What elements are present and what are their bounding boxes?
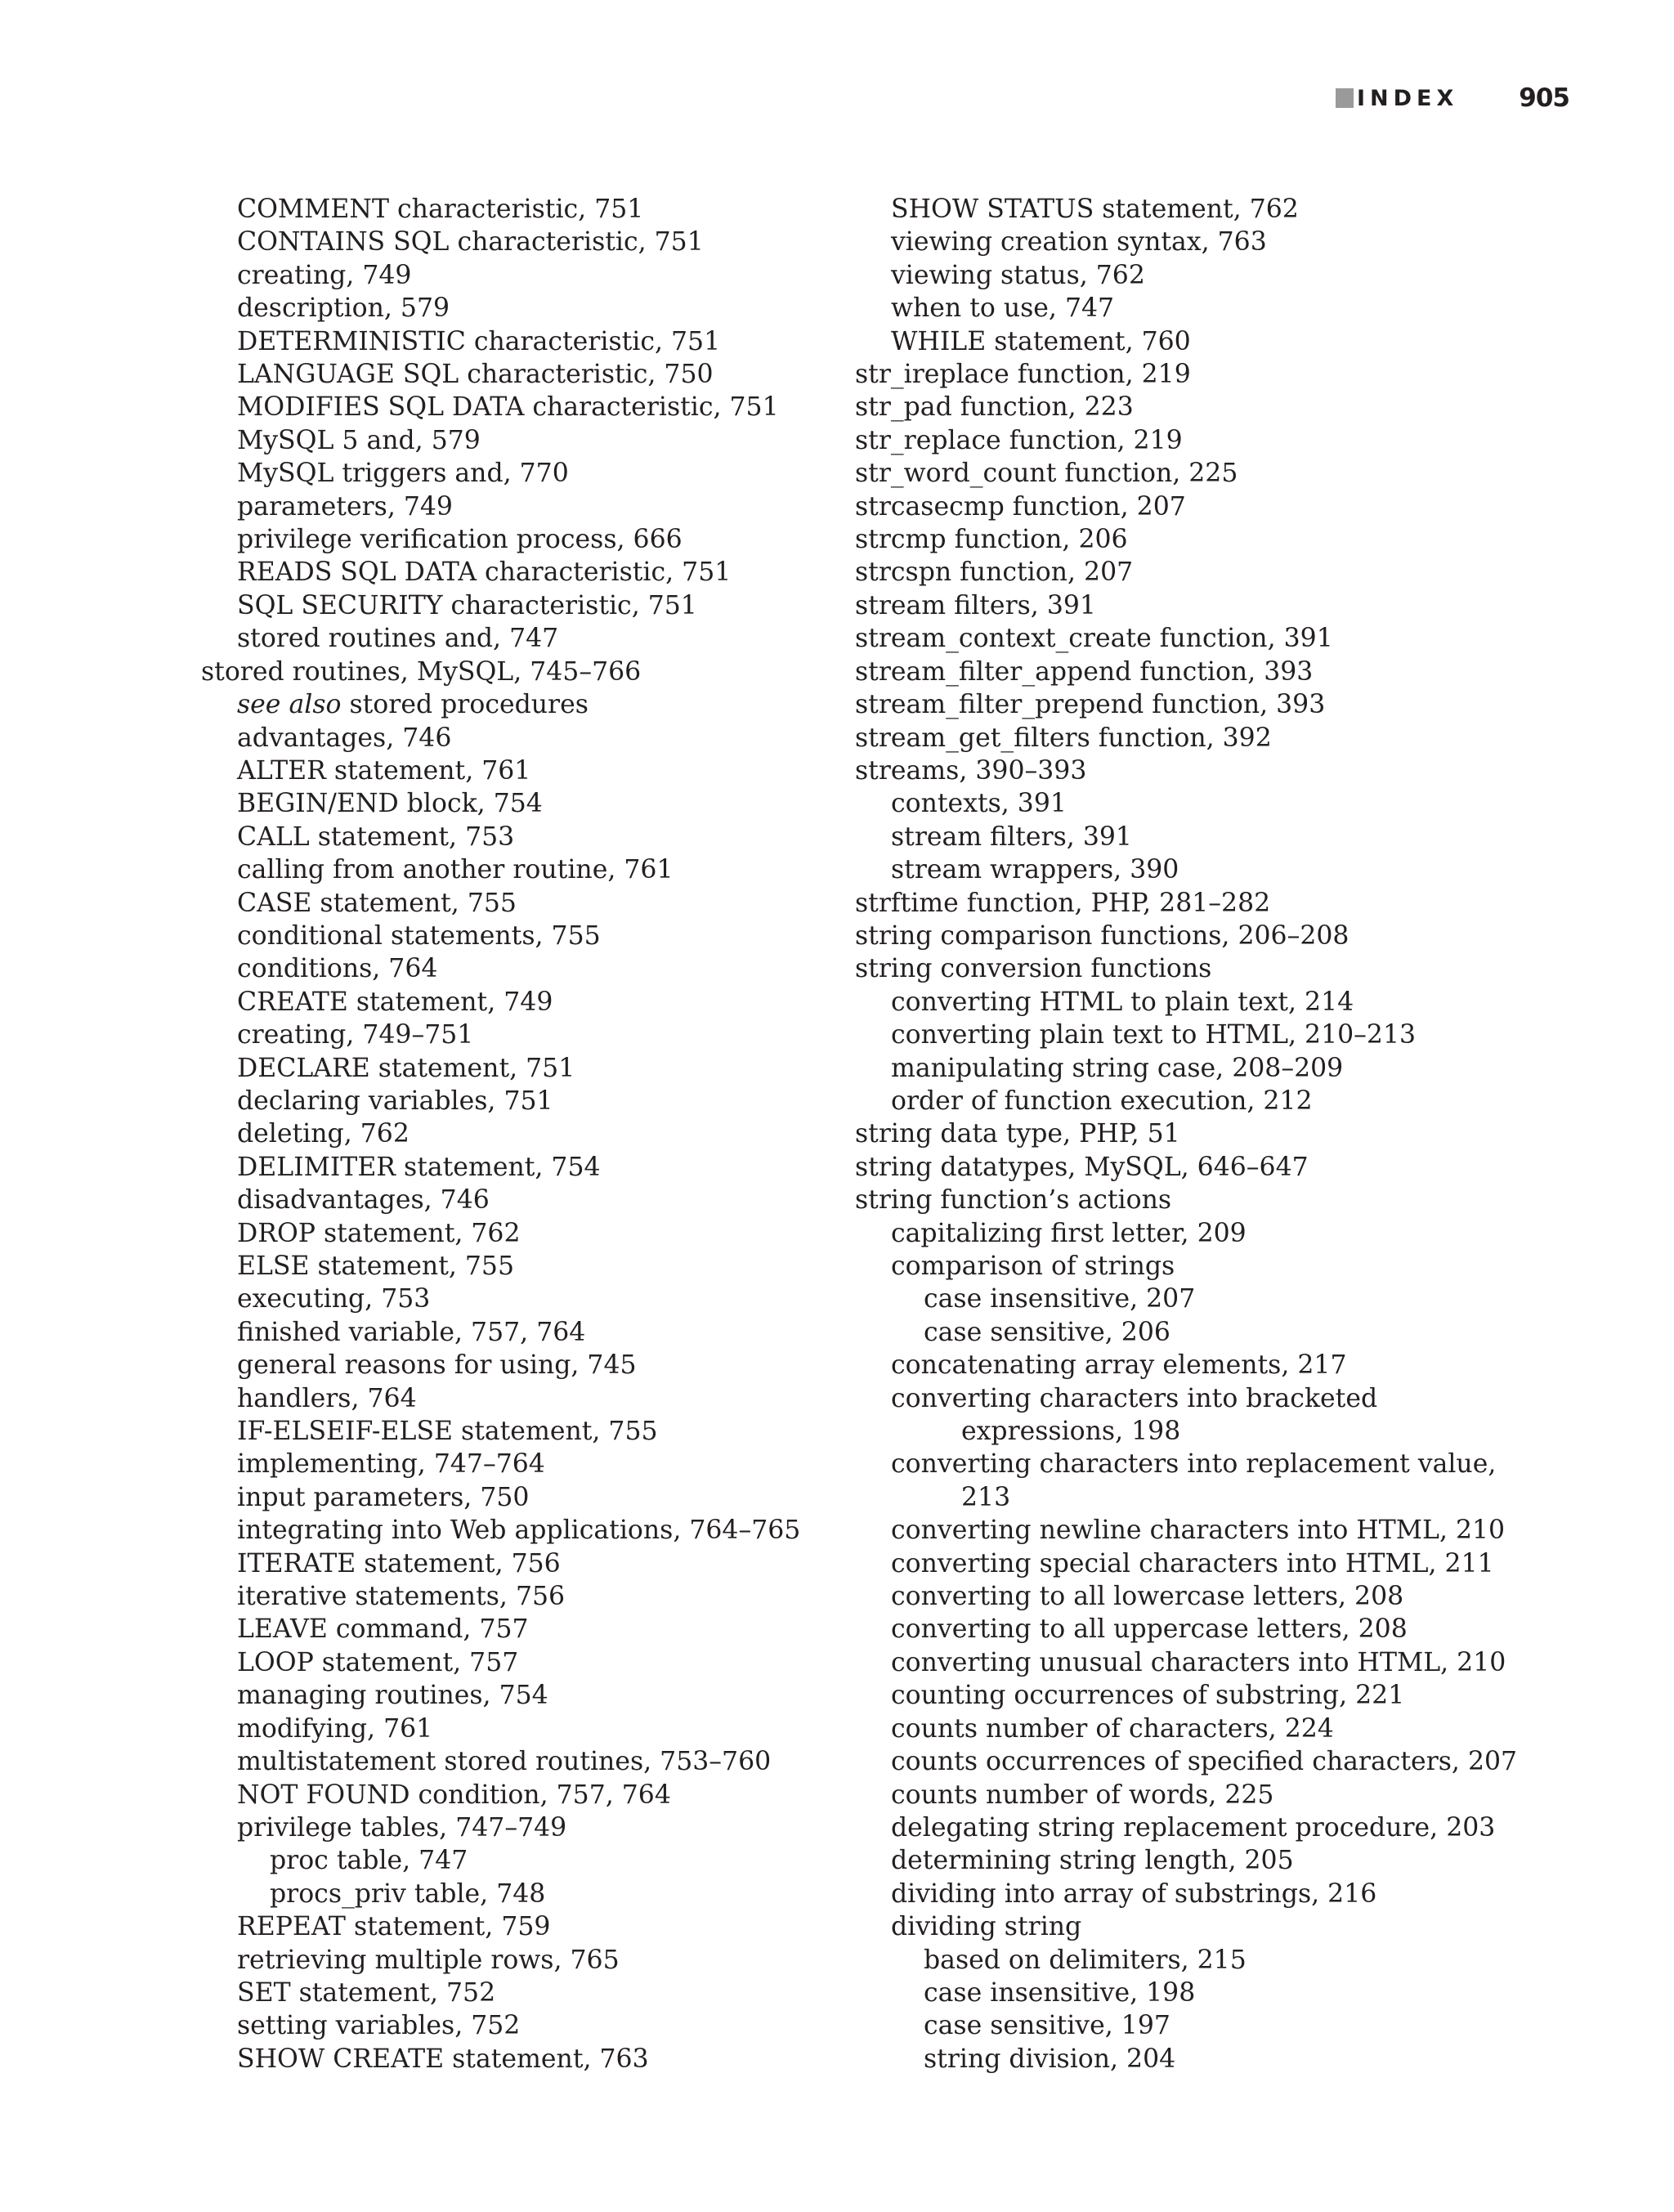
index-entry-text: stream filters, 391 [891,822,1132,852]
index-entry [201,490,822,523]
index-entry [201,193,822,226]
index-entry [855,457,1566,490]
index-entry [855,787,1566,820]
index-entry-text: general reasons for using, 745 [237,1350,637,1381]
index-entry [201,226,822,258]
index-entry-text: stored procedures [349,690,589,720]
index-entry [855,821,1566,853]
index-entry [201,1184,822,1216]
index-entry-text: stream wrappers, 390 [891,855,1179,885]
index-entry [855,1085,1566,1117]
index-entry-text: 213 [961,1482,1011,1512]
index-entry-text: IF-ELSEIF-ELSE statement, 755 [237,1417,658,1447]
index-entry [855,424,1566,457]
index-entry-text: converting HTML to plain text, 214 [891,987,1354,1017]
index-entry-text: strcspn function, 207 [855,557,1134,588]
index-entry-text: converting special characters into HTML, 211 [891,1548,1494,1578]
index-entry-text: stream_get_filters function, 392 [855,723,1272,753]
index-entry [855,391,1566,423]
index-entry [201,391,822,423]
index-entry-text: str_ireplace function, 219 [855,360,1191,390]
index-entry-text: case sensitive, 197 [924,2011,1170,2041]
index-entry-text: LANGUAGE SQL characteristic, 750 [237,360,714,390]
index-entry-text: BEGIN/END block, 754 [237,789,543,819]
index-entry [855,1613,1566,1646]
index-entry [855,986,1566,1019]
index-entry [855,656,1566,688]
index-entry [201,1283,822,1315]
index-entry-text: converting to all uppercase letters, 208 [891,1614,1408,1645]
index-entry [855,556,1566,589]
index-entry [201,754,822,787]
index-entry-text: stream_filter_append function, 393 [855,656,1314,687]
index-entry [855,2009,1566,2042]
index-entry-text: managing routines, 754 [237,1681,548,1711]
index-entry-text: advantages, 746 [237,723,452,753]
page-number: 905 [1519,83,1569,113]
index-entry-text: counts number of words, 225 [891,1780,1274,1810]
index-entry [201,787,822,820]
index-entry [201,457,822,490]
index-entry-text: viewing creation syntax, 763 [891,227,1267,257]
index-entry [855,754,1566,787]
index-entry [855,1283,1566,1315]
index-entry [855,1745,1566,1778]
index-entry [201,1052,822,1085]
index-entry [201,821,822,853]
index-entry [201,325,822,358]
index-entry [855,1977,1566,2009]
index-entry-text: CREATE statement, 749 [237,987,553,1017]
index-entry-text: string conversion functions [855,954,1212,984]
index-entry-text: WHILE statement, 760 [891,326,1191,356]
index-entry [855,920,1566,952]
index-entry [855,622,1566,655]
index-entry-text: NOT FOUND condition, 757, 764 [237,1780,671,1810]
index-entry [201,2043,822,2075]
index-entry [201,1481,822,1514]
index-entry-text: disadvantages, 746 [237,1185,490,1216]
index-entry-text: integrating into Web applications, 764–765 [237,1516,801,1546]
index-entry [201,1514,822,1547]
index-entry [855,1052,1566,1085]
index-entry [201,1646,822,1679]
index-entry-text: based on delimiters, 215 [924,1945,1247,1975]
index-entry-text: MySQL 5 and, 579 [237,425,481,455]
index-entry-text: streams, 390–393 [855,755,1087,786]
index-entry [855,1019,1566,1051]
index-entry-text: creating, 749–751 [237,1020,474,1050]
index-entry [855,722,1566,754]
index-entry [855,1415,1566,1448]
index-entry [855,1514,1566,1547]
index-entry [855,1679,1566,1712]
index-entry [855,325,1566,358]
index-entry-text: converting plain text to HTML, 210–213 [891,1020,1417,1050]
index-entry [855,1944,1566,1977]
index-entry-text: CONTAINS SQL characteristic, 751 [237,227,704,257]
index-entry-text: ELSE statement, 755 [237,1252,515,1281]
index-entry [201,1811,822,1844]
index-entry-text: converting to all lowercase letters, 208 [891,1582,1404,1612]
index-entry-text: string comparison functions, 206–208 [855,920,1349,951]
index-entry-text: manipulating string case, 208–209 [891,1053,1344,1083]
index-entry-text: REPEAT statement, 759 [237,1912,551,1942]
index-entry-text: declaring variables, 751 [237,1086,553,1116]
index-entry-text: ALTER statement, 761 [237,755,531,786]
index-entry [201,1713,822,1745]
index-entry-text: MODIFIES SQL DATA characteristic, 751 [237,392,779,423]
index-entry-text: MySQL triggers and, 770 [237,459,569,489]
index-entry [855,193,1566,226]
index-entry [201,1679,822,1712]
index-entry [201,952,822,985]
index-entry-text: SHOW STATUS statement, 762 [891,195,1299,224]
index-entry-text: proc table, 747 [270,1846,468,1876]
index-entry-text: retrieving multiple rows, 765 [237,1945,620,1975]
index-entry-text: CASE statement, 755 [237,888,517,918]
index-entry [855,1844,1566,1877]
index-entry-text: conditions, 764 [237,954,438,984]
index-entry-text: string data type, PHP, 51 [855,1119,1180,1149]
index-entry [201,1085,822,1117]
index-entry [855,358,1566,391]
index-entry-text: privilege verification process, 666 [237,525,683,555]
index-entry-text: implementing, 747–764 [237,1449,545,1480]
index-entry-text: input parameters, 750 [237,1482,530,1512]
index-entry [855,1382,1566,1415]
index-entry-text: calling from another routine, 761 [237,855,674,885]
index-entry [855,1250,1566,1283]
index-entry [201,1779,822,1811]
index-entry-text: CALL statement, 753 [237,822,515,852]
index-entry [201,1250,822,1283]
index-entry-text: strcasecmp function, 207 [855,491,1186,522]
index-entry [201,1448,822,1480]
index-entry-text: procs_priv table, 748 [270,1878,546,1909]
index-entry [201,1382,822,1415]
index-entry-text: order of function execution, 212 [891,1086,1313,1116]
index-entry-text: strftime function, PHP, 281–282 [855,888,1271,918]
index-entry-text: viewing status, 762 [891,260,1145,290]
index-entry [855,1646,1566,1679]
index-entry-text: DECLARE statement, 751 [237,1053,575,1083]
index-entry [201,292,822,325]
index-entry-text: strcmp function, 206 [855,525,1128,555]
index-entry-text: DETERMINISTIC characteristic, 751 [237,326,721,356]
index-entry [201,2009,822,2042]
index-entry [201,1117,822,1150]
index-entry-text: dividing string [891,1912,1082,1942]
index-entry-text: case insensitive, 198 [924,1977,1196,2008]
index-entry-text: counts number of characters, 224 [891,1713,1334,1744]
index-entry [201,656,822,688]
index-entry-text: DROP statement, 762 [237,1218,521,1248]
index-entry-text: READS SQL DATA characteristic, 751 [237,557,732,588]
index-entry [855,1580,1566,1613]
index-entry-text: converting characters into replacement value, [891,1449,1497,1480]
running-head [1336,82,1569,114]
index-entry [201,1745,822,1778]
index-entry-text: stream_filter_prepend function, 393 [855,690,1326,720]
index-entry-text: privilege tables, 747–749 [237,1812,567,1843]
index-entry [201,1580,822,1613]
index-entry [201,1613,822,1646]
index-entry [201,1977,822,2009]
index-entry-text: converting newline characters into HTML, 210 [891,1516,1506,1546]
index-entry [855,1151,1566,1184]
index-entry [855,226,1566,258]
index-entry-text: LOOP statement, 757 [237,1647,519,1677]
index-entry-text: delegating string replacement procedure, 203 [891,1812,1496,1843]
index-entry [201,920,822,952]
index-entry-text: SET statement, 752 [237,1977,496,2008]
index-entry-text: case sensitive, 206 [924,1317,1170,1347]
index-entry [855,1184,1566,1216]
index-entry [855,688,1566,721]
index-entry-text: creating, 749 [237,260,412,290]
index-entry-text: string division, 204 [924,2044,1176,2074]
index-entry [855,1448,1566,1480]
index-entry-text: multistatement stored routines, 753–760 [237,1747,772,1777]
index-entry [201,1151,822,1184]
index-entry-text: dividing into array of substrings, 216 [891,1878,1377,1909]
index-entry [201,853,822,886]
index-entry [855,292,1566,325]
index-entry-text: stream_context_create function, 391 [855,624,1333,654]
index-entry-text: expressions, 198 [961,1417,1181,1447]
index-entry [855,952,1566,985]
index-entry [855,1547,1566,1580]
index-entry-text: determining string length, 205 [891,1846,1294,1876]
index-entry [855,2043,1566,2075]
index-entry [855,1878,1566,1910]
index-entry-text: conditional statements, 755 [237,920,601,951]
index-entry [201,722,822,754]
index-entry-text: COMMENT characteristic, 751 [237,195,644,224]
index-entry-text: description, 579 [237,293,450,324]
index-entry-text: ITERATE statement, 756 [237,1548,561,1578]
index-entry-text: handlers, 764 [237,1383,417,1413]
index-entry [855,1910,1566,1943]
index-entry [201,259,822,292]
index-entry-text: converting unusual characters into HTML, 210 [891,1647,1506,1677]
index-entry [855,1481,1566,1514]
index-entry-text: stream filters, 391 [855,590,1096,620]
index-entry [855,1811,1566,1844]
index-entry [201,1910,822,1943]
section-title: INDEX [1356,85,1459,111]
index-entry [855,1779,1566,1811]
index-entry [201,1019,822,1051]
index-entry-text: counts occurrences of specified characters, 207 [891,1747,1518,1777]
index-entry [201,986,822,1019]
index-entry [201,424,822,457]
index-entry [201,688,822,721]
index-entry [201,887,822,920]
index-entry-text: SHOW CREATE statement, 763 [237,2044,649,2074]
section-marker [1336,88,1354,108]
index-entry [855,853,1566,886]
index-entry-text: str_replace function, 219 [855,425,1183,455]
index-entry [201,622,822,655]
index-entry [855,259,1566,292]
index-entry-text: stored routines, MySQL, 745–766 [201,656,642,687]
index-entry [855,1217,1566,1250]
index-entry-text: deleting, 762 [237,1119,410,1149]
index-entry-text: contexts, 391 [891,789,1067,819]
index-entry [201,1547,822,1580]
index-entry-text: setting variables, 752 [237,2011,521,2041]
index-entry [855,523,1566,556]
index-entry [201,1316,822,1349]
index-entry-text: stored routines and, 747 [237,624,559,654]
index-entry [201,1349,822,1381]
index-entry [201,1415,822,1448]
index-column-right [855,193,1566,2075]
index-entry-text: DELIMITER statement, 754 [237,1152,601,1182]
index-entry-text: LEAVE command, 757 [237,1614,529,1645]
see-also-label: see also [237,690,342,720]
index-entry [201,1944,822,1977]
index-entry-text: comparison of strings [891,1252,1175,1281]
index-entry-text: case insensitive, 207 [924,1284,1196,1314]
index-entry [855,887,1566,920]
index-entry [855,490,1566,523]
index-entry-text: finished variable, 757, 764 [237,1317,586,1347]
index-entry [201,589,822,622]
index-entry [201,358,822,391]
index-entry-text: parameters, 749 [237,491,453,522]
index-entry-text: capitalizing first letter, 209 [891,1218,1247,1248]
index-entry-text: SQL SECURITY characteristic, 751 [237,590,697,620]
index-entry-text: modifying, 761 [237,1713,433,1744]
index-entry-text: counting occurrences of substring, 221 [891,1681,1405,1711]
index-entry-text: string function’s actions [855,1185,1172,1216]
index-entry [855,1713,1566,1745]
index-entry [855,1316,1566,1349]
index-entry-text: converting characters into bracketed [891,1383,1378,1413]
index-entry [201,556,822,589]
index-entry-text: str_pad function, 223 [855,392,1134,423]
index-entry [201,1217,822,1250]
index-entry [201,523,822,556]
index-entry-text: str_word_count function, 225 [855,459,1238,489]
index-entry [855,589,1566,622]
index-entry-text: when to use, 747 [891,293,1115,324]
index-entry-text: string datatypes, MySQL, 646–647 [855,1152,1309,1182]
index-entry [855,1117,1566,1150]
index-entry [855,1349,1566,1381]
index-entry [201,1844,822,1877]
index-entry-text: concatenating array elements, 217 [891,1350,1347,1381]
index-entry-text: iterative statements, 756 [237,1582,566,1612]
index-entry [201,1878,822,1910]
index-column-left [201,193,822,2075]
index-entry-text: executing, 753 [237,1284,431,1314]
